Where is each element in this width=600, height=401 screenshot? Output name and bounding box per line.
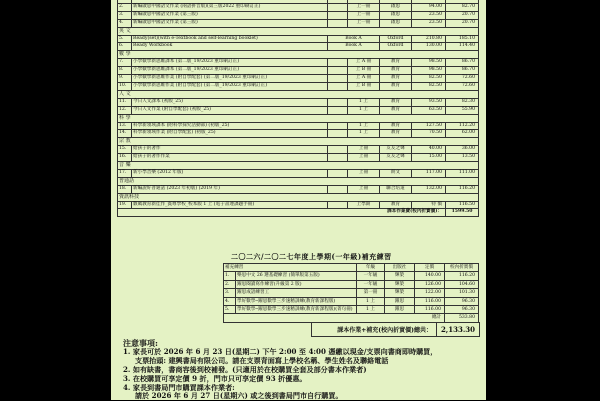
term: 1 上	[348, 98, 380, 106]
publisher: 教育	[380, 130, 412, 138]
book-row	[118, 11, 479, 19]
note-line: 2. 如有缺書，書商容後到校補發。(只適用於在校購買全套及部分書本作業者)	[123, 364, 367, 374]
publisher: 躍思	[385, 297, 415, 305]
list-price: 15.00	[412, 154, 446, 162]
discount-price: 116.20	[446, 185, 479, 193]
item-number: 15.	[118, 146, 132, 154]
list-price: 116.00	[415, 306, 445, 314]
item-number: 3.	[224, 289, 236, 297]
section-label: 普通話	[118, 177, 479, 185]
book-title: Ready Workbook	[132, 43, 328, 51]
publisher: 輝榮	[385, 280, 415, 288]
workbook-title: 學好數學─躍思數學三步速精訓練(教育新課程版)(菁句冊)	[236, 306, 357, 314]
volume	[328, 98, 348, 106]
term: 上冊	[348, 146, 380, 154]
publisher: 教育	[380, 122, 412, 130]
book-row	[118, 185, 479, 193]
discount-price: 72.60	[446, 82, 479, 90]
list-price: 93.50	[412, 98, 446, 106]
term: 上一冊	[348, 3, 380, 11]
publisher: 啟思	[380, 19, 412, 27]
note-line: 支票抬頭: 建興書局有限公司。請在支票背面寫上學校名稱、學生姓名及聯絡電話	[135, 355, 389, 365]
publisher: Oxford	[380, 43, 412, 51]
list-price: 127.50	[412, 122, 446, 130]
volume	[328, 130, 348, 138]
discount-price: 86.70	[446, 59, 479, 67]
discount-price: 72.60	[446, 75, 479, 83]
section-row	[118, 114, 479, 122]
item-number: 2.	[118, 3, 132, 11]
workbook-title: 躍思成語練習工	[236, 289, 357, 297]
item-number: 11.	[118, 98, 132, 106]
supplementary-row	[224, 280, 479, 288]
grade: 第一冊	[357, 289, 385, 297]
term: 1 上	[348, 122, 380, 130]
item-number: 2.	[224, 280, 236, 288]
publisher: 聯合培道	[380, 185, 412, 193]
volume: Book A	[328, 43, 380, 51]
supplementary-row	[224, 272, 479, 280]
item-number: 3.	[118, 11, 132, 19]
notes-title: 注意事項:	[123, 338, 158, 348]
discount-price: 82.70	[446, 3, 479, 11]
grade: 1 上	[357, 297, 385, 305]
subtotal-row	[118, 209, 479, 217]
supplementary-header-row	[224, 264, 479, 272]
discount-price: 86.70	[446, 67, 479, 75]
note-line: 請於 2026 年 6 月 27 日(星期六) 或之後到書局門市自行購買。	[135, 391, 343, 401]
section-label: 資訊科技	[118, 193, 479, 201]
supplementary-row	[224, 306, 479, 314]
list-price: 82.50	[412, 75, 446, 83]
discount-price: 82.30	[446, 98, 479, 106]
list-price: 116.00	[415, 297, 445, 305]
volume	[328, 82, 348, 90]
section-label: 人 文	[118, 90, 479, 98]
item-number: 6.	[118, 43, 132, 51]
publisher: 友友之聲	[380, 146, 412, 154]
book-row	[118, 130, 479, 138]
item-number: 5.	[118, 35, 132, 43]
grade: 1 上	[357, 306, 385, 314]
list-price: 94.00	[412, 3, 446, 11]
list-price: 40.00	[412, 146, 446, 154]
supplementary-table	[223, 263, 479, 323]
item-number: 5.	[224, 306, 236, 314]
list-price: 210.80	[412, 35, 446, 43]
list-price: 117.00	[412, 169, 446, 177]
book-title: 新編啟思中國語文作業 (第三版)	[132, 11, 328, 19]
book-title: 新編說好普通話 (2023 年初版) (2019 年)	[132, 185, 328, 193]
supplementary-total-label: 總計	[224, 314, 445, 322]
notes-section	[123, 339, 481, 401]
publisher: Oxford	[380, 35, 412, 43]
discount-price: 36.00	[446, 146, 479, 154]
section-label: 音 樂	[118, 162, 479, 170]
book-row	[118, 106, 479, 114]
supplementary-row	[224, 297, 479, 305]
discount-price: 20.70	[446, 11, 479, 19]
section-row	[118, 90, 479, 98]
item-number: 8.	[118, 67, 132, 75]
book-row	[118, 82, 479, 90]
section-row	[118, 27, 479, 35]
book-row	[118, 146, 479, 154]
list-price: 82.50	[412, 82, 446, 90]
workbook-title: 躍思閱讀寫作練習(升級第 2 版)	[236, 280, 357, 288]
book-title: 小學數學新思維課本 (第二版_19/2023 重印刷訂正)	[132, 59, 328, 67]
term: 上一冊	[348, 19, 380, 27]
note-line: 1. 家長可於 2026 年 6 月 23 日(星期二) 下午 2:00 至 4:00 憑繳以現金/支票向書商即時購買，	[123, 346, 438, 356]
item-number: 9.	[118, 75, 132, 83]
supplementary-total-value: 533.80	[445, 314, 479, 322]
supplementary-title: 二〇二六/二〇二七年度上學期(一年級)補充練習	[231, 252, 392, 261]
publisher: 教育	[380, 201, 412, 209]
section-row	[118, 162, 479, 170]
book-row	[118, 35, 479, 43]
book-title: 科學新領域課本 (附科學探究活動部) (初版_25)	[132, 122, 328, 130]
book-title: 數碼教育新佳作_賓尊學校_校本版 1 上 (電子書連課題手冊)	[132, 201, 328, 209]
term: 1 上	[348, 106, 380, 114]
book-title: 科學新領域作業 (附自學配套) (初版_25)	[132, 130, 328, 138]
discount-price: 114.40	[446, 43, 479, 51]
publisher: 輝榮	[385, 272, 415, 280]
volume	[328, 67, 348, 75]
discount-price: 104.60	[445, 280, 479, 288]
section-label: 數 學	[118, 51, 479, 59]
header-cell: 定價	[415, 264, 445, 272]
list-price: 特 價	[412, 201, 446, 209]
item-number: 12.	[118, 106, 132, 114]
publisher: 啟思	[380, 11, 412, 19]
book-row	[118, 122, 479, 130]
section-row	[118, 51, 479, 59]
item-number: 4.	[118, 19, 132, 27]
volume: Book A	[328, 35, 380, 43]
section-row	[118, 177, 479, 185]
book-row	[118, 169, 479, 177]
list-price: 122.00	[415, 289, 445, 297]
book-title: 今日人文作業 (附自學配套) (初版_25)	[132, 106, 328, 114]
volume	[328, 19, 348, 27]
book-list-document	[111, 0, 486, 400]
discount-price: 111.00	[446, 169, 479, 177]
term: 上 B 冊	[348, 67, 380, 75]
publisher: 教育	[380, 98, 412, 106]
volume	[328, 3, 348, 11]
volume	[328, 146, 348, 154]
list-price: 130.00	[412, 43, 446, 51]
volume	[328, 185, 348, 193]
header-cell: 年級	[357, 264, 385, 272]
item-number: 14.	[118, 130, 132, 138]
publisher: 躍思	[385, 306, 415, 314]
grade: 一年級	[357, 280, 385, 288]
discount-price: 20.70	[446, 19, 479, 27]
grade: 一年級	[357, 272, 385, 280]
subtotal-value: 1599.50	[446, 209, 479, 217]
item-number: 16.	[118, 154, 132, 162]
publisher: 教育	[380, 59, 412, 67]
note-line: 4. 家長到書局門市購買課本作業者:	[123, 382, 235, 392]
term: 上學期	[348, 201, 380, 209]
discount-price: 116.20	[445, 272, 479, 280]
discount-price: 13.50	[446, 154, 479, 162]
book-row	[118, 59, 479, 67]
book-row	[118, 75, 479, 83]
list-price: 98.50	[412, 59, 446, 67]
section-label: 英 文	[118, 27, 479, 35]
book-title: 新編啟思中國語文作業 (兩語拼音版)(第三版2022 重印刷訂正)	[132, 3, 328, 11]
term: 1 上	[348, 130, 380, 138]
publisher: 輝榮	[385, 289, 415, 297]
discount-price: 62.00	[446, 130, 479, 138]
book-row	[118, 67, 479, 75]
book-row	[118, 19, 479, 27]
publisher: 教育	[380, 75, 412, 83]
item-number: 10.	[118, 82, 132, 90]
term: 上一冊	[348, 11, 380, 19]
book-table	[117, 0, 479, 217]
list-price: 23.50	[412, 11, 446, 19]
item-number: 13.	[118, 122, 132, 130]
list-price: 70.50	[412, 130, 446, 138]
book-title: 新小學音樂 (2012 年版)	[132, 169, 328, 177]
discount-price: 55.90	[446, 106, 479, 114]
publisher: 啟思	[380, 3, 412, 11]
list-price: 132.00	[412, 185, 446, 193]
term: 上冊	[348, 154, 380, 162]
discount-price: 185.10	[446, 35, 479, 43]
item-number: 18.	[118, 185, 132, 193]
volume	[328, 201, 348, 209]
term: 上 A 冊	[348, 75, 380, 83]
volume	[328, 11, 348, 19]
publisher: 友友之聲	[380, 154, 412, 162]
grand-total-value: 2,133.30	[436, 323, 479, 336]
book-title: 新編啟思中國語文作業 (第三版)	[132, 19, 328, 27]
book-row	[118, 43, 479, 51]
supplementary-row	[224, 289, 479, 297]
header-cell: 校內折實價	[445, 264, 479, 272]
volume	[328, 154, 348, 162]
volume	[328, 122, 348, 130]
item-number: 7.	[118, 59, 132, 67]
item-number: 17.	[118, 169, 132, 177]
grand-total-label: 課本作業+補充(校內折實價)總共：	[337, 327, 432, 334]
volume	[328, 59, 348, 67]
book-title: 小學數學新思維作業 (附自學配套) (第二版_19/2023 重印刷訂正)	[132, 82, 328, 90]
publisher: 朗文	[380, 169, 412, 177]
workbook-title: 學好數學─躍思數學三步速精訓練(教育新課程版)	[236, 297, 357, 305]
item-number: 19.	[118, 201, 132, 209]
term: 上 B 冊	[348, 82, 380, 90]
section-row	[118, 193, 479, 201]
volume	[328, 169, 348, 177]
term: 上冊	[348, 169, 380, 177]
book-title: 小學數學新思維作業 (附自學配套) (第二版_19/2023 重印刷訂正)	[132, 75, 328, 83]
list-price: 63.50	[412, 106, 446, 114]
book-row	[118, 154, 479, 162]
item-number: 1.	[224, 272, 236, 280]
discount-price: 112.20	[446, 122, 479, 130]
book-title: 給孩子的著作作業	[132, 154, 328, 162]
publisher: 教育	[380, 82, 412, 90]
header-cell: 出版社	[385, 264, 415, 272]
book-row	[118, 201, 479, 209]
workbook-title: 樂思中文 26 選基礎練習 (簡單版第五版)	[236, 272, 357, 280]
section-row	[118, 138, 479, 146]
book-title: Ready(set)(with e-Textbook and self-learning booklet)	[132, 35, 328, 43]
volume	[328, 106, 348, 114]
discount-price: 101.30	[445, 289, 479, 297]
list-price: 23.50	[412, 19, 446, 27]
list-price: 98.50	[412, 67, 446, 75]
item-number: 4.	[224, 297, 236, 305]
grand-total-box	[311, 322, 480, 337]
book-title: 今日人文課本 (初版_25)	[132, 98, 328, 106]
term: 上冊	[348, 185, 380, 193]
volume	[328, 75, 348, 83]
section-label: 科 學	[118, 114, 479, 122]
list-price: 140.00	[415, 272, 445, 280]
subtotal-label: 課本作業費(校內折實價)：	[118, 209, 446, 217]
term: 上 A 冊	[348, 59, 380, 67]
note-line: 3. 在校購買可享定價 9 折，門市只可享定價 93 折優惠。	[123, 373, 307, 383]
discount-price: 96.30	[445, 306, 479, 314]
section-label: 宗 教	[118, 138, 479, 146]
header-cell: 補充練習	[224, 264, 357, 272]
book-row	[118, 98, 479, 106]
discount-price: 116.50	[446, 201, 479, 209]
publisher: 教育	[380, 106, 412, 114]
list-price: 126.00	[415, 280, 445, 288]
publisher: 教育	[380, 67, 412, 75]
book-title: 給孩子的著作	[132, 146, 328, 154]
book-row	[118, 3, 479, 11]
discount-price: 96.30	[445, 297, 479, 305]
book-title: 小學數學新思維課本 (第二版_19/2023 重印刷訂正)	[132, 67, 328, 75]
